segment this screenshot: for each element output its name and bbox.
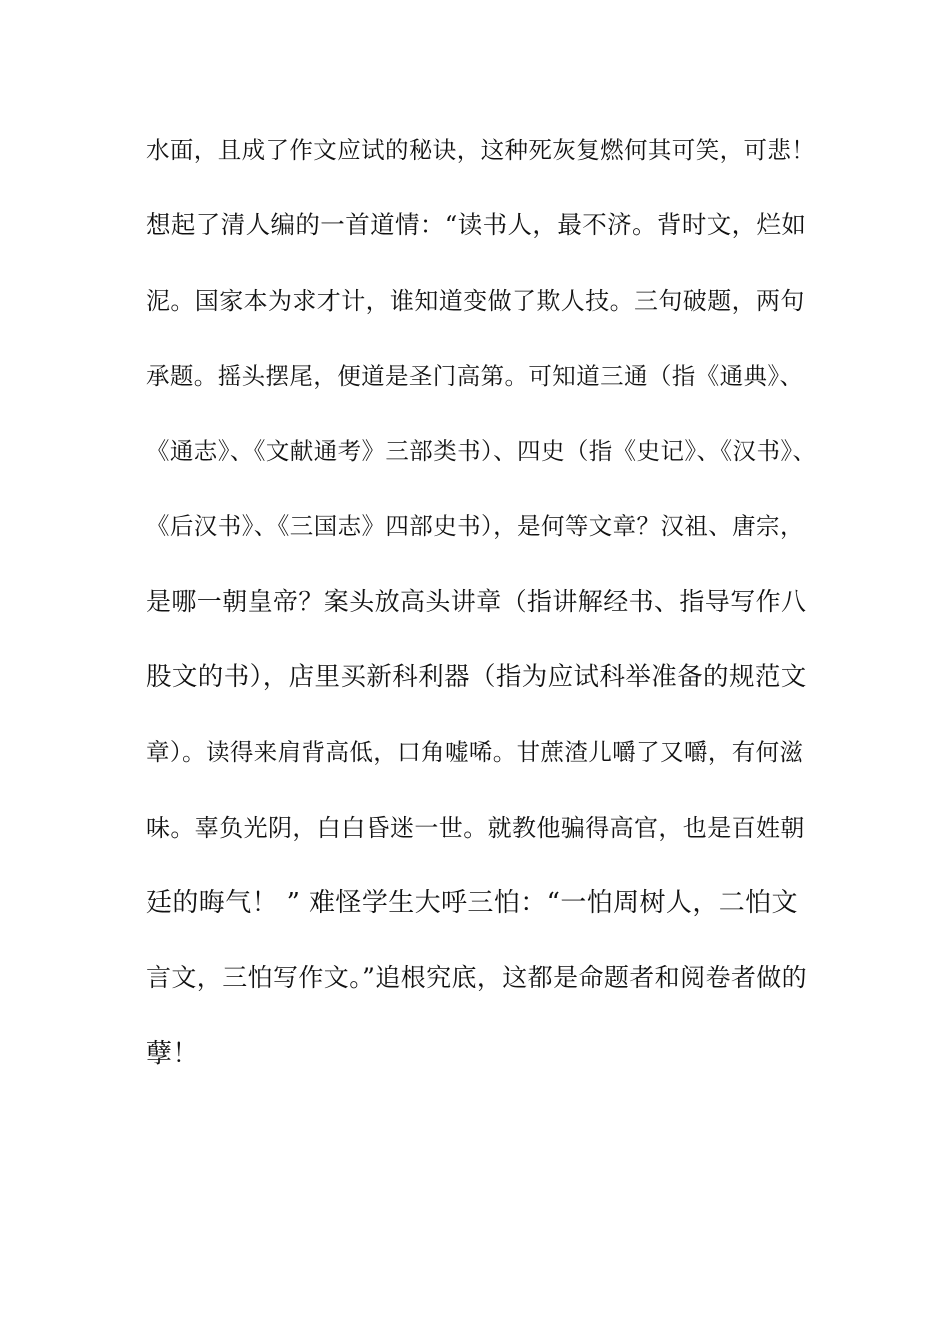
text-line: 章）。读得来肩背高低，口角嘘唏。甘蔗渣儿嚼了又嚼，有何滋 — [146, 738, 804, 766]
text-line: 廷的晦气！ ” 难怪学生大呼三怕：“一怕周树人，二怕文 — [146, 888, 798, 918]
text-line: 言文，三怕写作文。”追根究底，这都是命题者和阅卷者做的 — [146, 963, 808, 992]
text-line: 股文的书），店里买新科利器（指为应试科举准备的规范文 — [146, 662, 807, 692]
text-line: 孽！ — [146, 1039, 199, 1069]
text-line: 承题。摇头摆尾，便道是圣门高第。可知道三通（指《通典》、 — [146, 362, 804, 390]
text-line: 《通志》、《文献通考》三部类书）、四史（指《史记》、《汉书》、 — [146, 437, 817, 465]
text-line: 是哪一朝皇帝？案头放高头讲章（指讲解经书、指导写作八 — [146, 587, 807, 616]
text-line: 《后汉书》、《三国志》四部史书），是何等文章？汉祖、唐宗， — [146, 512, 804, 540]
text-line: 水面，且成了作文应试的秘诀，这种死灰复燃何其可笑，可悲！ — [146, 136, 816, 164]
text-line: 味。辜负光阴，白白昏迷一世。就教他骗得高官，也是百姓朝 — [146, 814, 805, 842]
text-line: 泥。国家本为求才计，谁知道变做了欺人技。三句破题，两句 — [146, 287, 805, 315]
text-line: 想起了清人编的一首道情：“读书人，最不济。背时文，烂如 — [146, 210, 807, 239]
